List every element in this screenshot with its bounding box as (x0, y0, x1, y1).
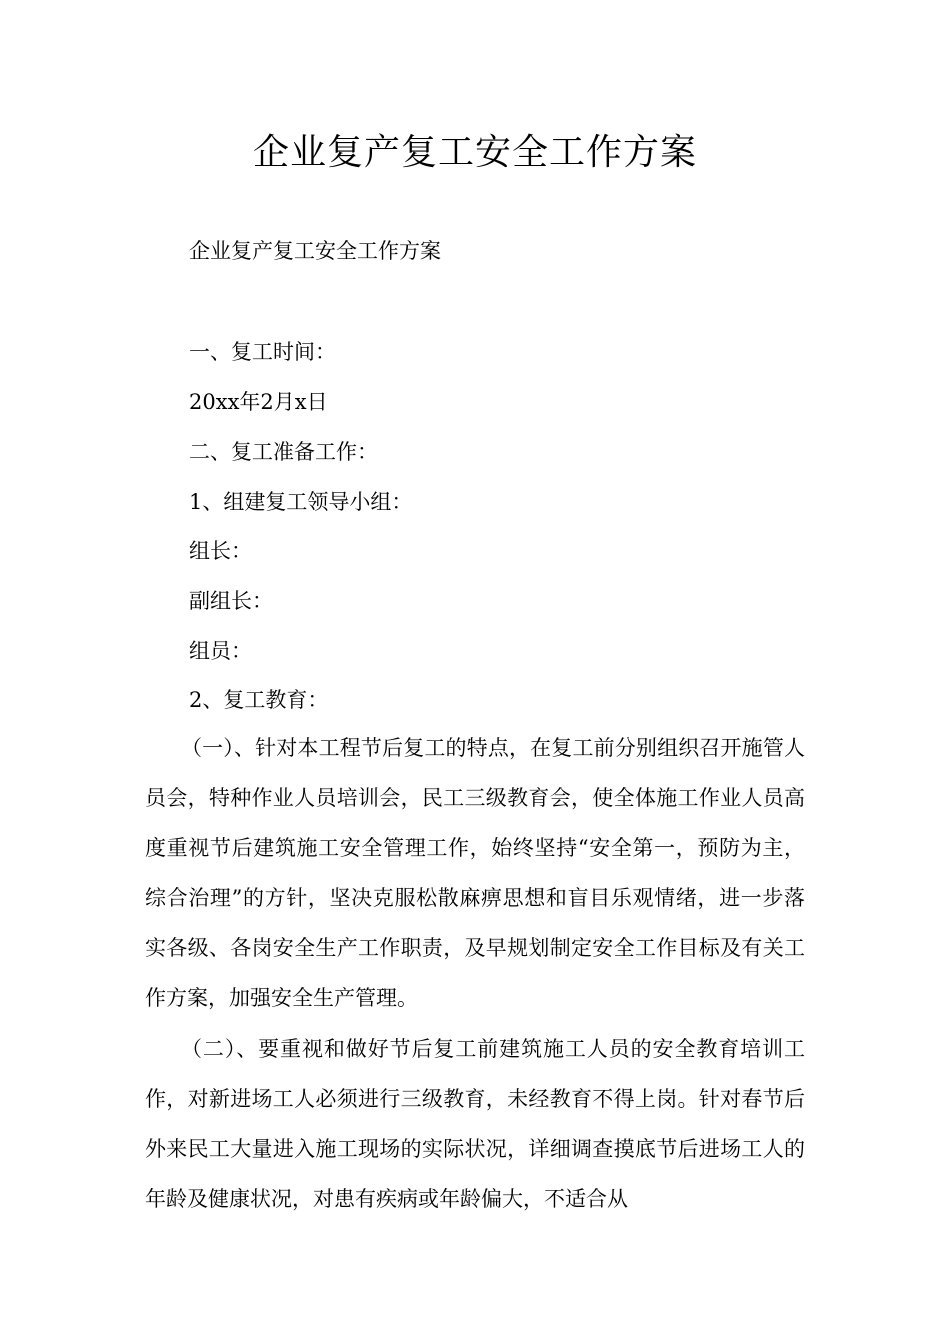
document-title: 企业复产复工安全工作方案 (252, 132, 697, 173)
field-group-leader: 组长： (189, 539, 252, 563)
document-subtitle: 企业复产复工安全工作方案 (189, 239, 441, 263)
item-resume-education: 2、复工教育： (189, 688, 329, 712)
paragraph-education-one: （一）、针对本工程节后复工的特点，在复工前分别组织召开施管人员会，特种作业人员培训会，民工三级教育会，使全体施工作业人员高度重视节后建筑施工安全管理工作，始终坚持“安全第一，预防为主，综合治理”的方针，坚决克服松散麻痹思想和盲目乐观情绪，进一步落实各级、各岗安全生产工作职责，及早规划制定安全工作目标及有关工作方案，加强安全生产管理。 (145, 736, 805, 1010)
section-heading-preparation: 二、复工准备工作： (189, 440, 378, 464)
field-members: 组员： (189, 639, 252, 663)
field-deputy-leader: 副组长： (189, 589, 273, 613)
section-heading-resume-time: 一、复工时间： (189, 340, 336, 364)
item-leadership-group: 1、组建复工领导小组： (189, 490, 413, 514)
resume-date: 20xx年2月x日 (189, 390, 328, 414)
paragraph-education-two: （二）、要重视和做好节后复工前建筑施工人员的安全教育培训工作，对新进场工人必须进行三级教育，未经教育不得上岗。针对春节后外来民工大量进入施工现场的实际状况，详细调查摸底节后进场工人的年龄及健康状况，对患有疾病或年龄偏大，不适合从 (145, 1037, 805, 1211)
